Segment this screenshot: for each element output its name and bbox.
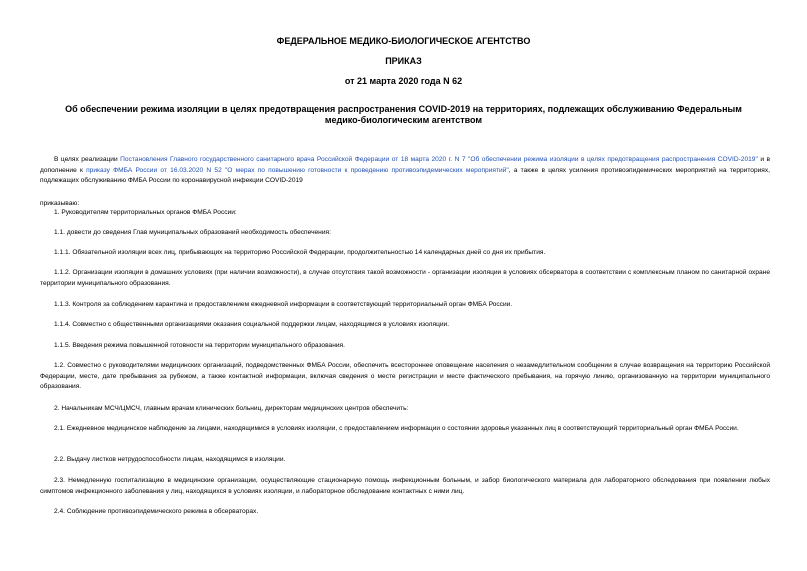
item-2-1: 2.1. Ежедневное медицинское наблюдение за лицами, находящимися в условиях изоляции, с предоставлением информации о состоянии здоровья указанных лиц в соответствующий территориальный орган ФМБА России. <box>54 425 739 432</box>
item-2-2: 2.2. Выдачу листков нетрудоспособности лицам, находящимся в изоляции. <box>54 456 286 463</box>
item-1-2: 1.2. Совместно с руководителями медицинских организаций, подведомственных ФМБА России, обеспечить всестороннее оповещение населения о незамедлительном сообщении в случае возвращения на территорию Российской Федерации, месте, дате пребывания за рубежом, а также контактной информации, включая сведения о месте регистрации и месте фактического пребывания, на горячую линию, организованную на территории муниципального образования. <box>40 362 770 390</box>
item-2-3: 2.3. Немедленную госпитализацию в медицинские организации, осуществляющие стационарную помощь инфекционным больным, и забор биологического материала для лабораторного обследования при появлении любых симптомов инфекционного заболевания у лиц, находящихся в условиях изоляции, и лабораторное обследование контактных с ними лиц. <box>40 477 770 495</box>
item-2-4: 2.4. Соблюдение противоэпидемического режима в обсерваторах. <box>54 508 259 515</box>
item-1-1-4: 1.1.4. Совместно с общественными организациями оказания социальной поддержки лицам, находящимся в условиях изоляции. <box>54 321 450 328</box>
preamble-text-3: , а также в целях усиления противоэпидемических мероприятий на территориях, подлежащих обслуживанию ФМБА России по коронавирусной инфекции COVID-2019 <box>40 166 771 184</box>
item-1: 1. Руководителям территориальных органов ФМБА России: <box>54 209 237 216</box>
item-1-1: 1.1. довести до сведения Глав муниципальных образований необходимость обеспечения: <box>54 229 331 236</box>
item-1-1-5: 1.1.5. Введения режима повышенной готовности на территории муниципального образования. <box>54 342 345 349</box>
document-date-number: от 21 марта 2020 года N 62 <box>344 76 463 86</box>
item-1-1-2: 1.1.2. Организации изоляции в домашних условиях (при наличии возможности), в случае отсутствия такой возможности - организации изоляции в условиях обсерватора в соответствии с комплексным планом по санитарной охране территории муниципального образования. <box>40 269 770 287</box>
item-2: 2. Начальникам МСЧ/ЦМСЧ, главным врачам клинических больниц, директорам медицинских центров обеспечить: <box>54 405 409 412</box>
order-word: приказываю: <box>40 200 80 207</box>
item-1-1-3: 1.1.3. Контроля за соблюдением карантина и предоставлением ежедневной информации в соответствующий территориальный орган ФМБА России. <box>54 301 513 308</box>
document-title: Об обеспечении режима изоляции в целях предотвращения распространения COVID-2019 на территориях, подлежащих обслуживанию Федеральным медико-биологическим агентством <box>65 104 742 125</box>
order-link[interactable]: приказу ФМБА России от 16.03.2020 N 52 "О мерах по повышению готовности к проведению противоэпидемических мероприятий" <box>86 166 509 174</box>
preamble-text-2: и в дополнение к <box>40 156 771 174</box>
item-1-1-1: 1.1.1. Обязательной изоляции всех лиц, прибывающих на территорию Российской Федерации, продолжительностью 14 календарных дней со дня их прибытия. <box>54 249 546 256</box>
document-type: ПРИКАЗ <box>385 56 422 66</box>
preamble-paragraph <box>40 155 770 187</box>
decree-link[interactable]: Постановления Главного государственного санитарного врача Российской Федерации от 18 марта 2020 г. N 7 "Об обеспечении режима изоляции в целях предотвращения распространения COVID-2019" <box>120 156 758 163</box>
agency-name: ФЕДЕРАЛЬНОЕ МЕДИКО-БИОЛОГИЧЕСКОЕ АГЕНТСТВО <box>276 36 531 46</box>
preamble-text-1: В целях реализации <box>54 156 121 163</box>
